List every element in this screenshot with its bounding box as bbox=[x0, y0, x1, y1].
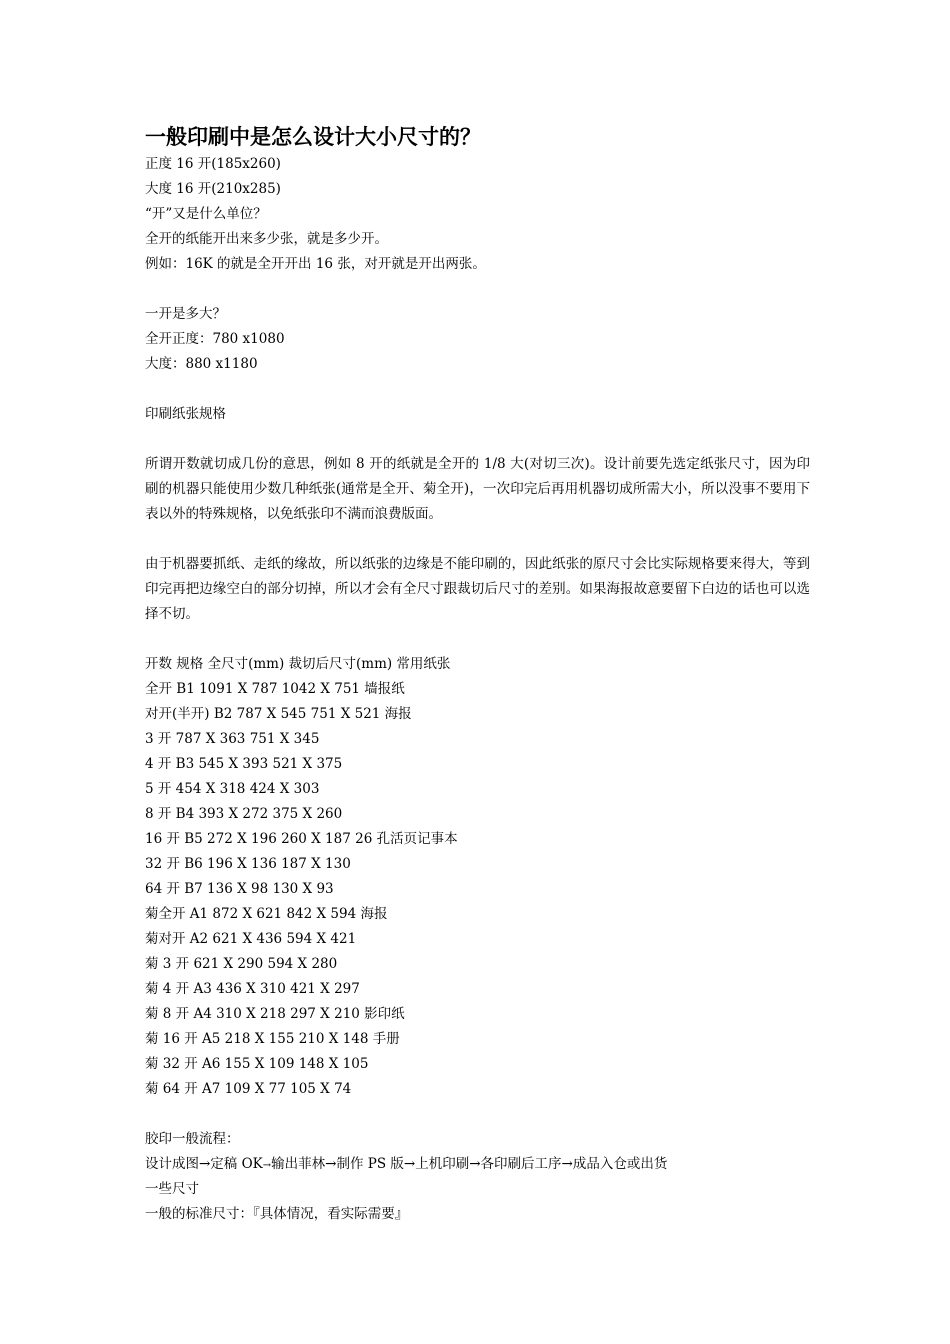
table-row: 菊 4 开 A3 436 X 310 421 X 297 bbox=[145, 981, 360, 997]
table-row: 32 开 B6 196 X 136 187 X 130 bbox=[145, 856, 351, 872]
intro-line: 大度 16 开(210x285) bbox=[145, 181, 281, 197]
paragraph: 所谓开数就切成几份的意思，例如 8 开的纸就是全开的 1/8 大(对切三次)。设计前要先选定纸张尺寸，因为印刷的机器只能使用少数几种纸张(通常是全开、菊全开)，一次印完后再用机器切成所需大小，所以没事不要用下表以外的特殊规格，以免纸张印不满而浪费版面。 bbox=[145, 456, 810, 522]
table-row: 菊 64 开 A7 109 X 77 105 X 74 bbox=[145, 1081, 352, 1097]
spacer bbox=[145, 277, 810, 302]
intro-line: “开”又是什么单位？ bbox=[145, 206, 267, 222]
document-page bbox=[145, 122, 810, 1227]
spacer bbox=[145, 527, 810, 552]
table-header: 开数 规格 全尺寸(mm) 裁切后尺寸(mm) 常用纸张 bbox=[145, 656, 451, 672]
table-row: 菊全开 A1 872 X 621 842 X 594 海报 bbox=[145, 906, 388, 922]
table-row: 全开 B1 1091 X 787 1042 X 751 墙报纸 bbox=[145, 681, 405, 697]
table-row: 菊 32 开 A6 155 X 109 148 X 105 bbox=[145, 1056, 369, 1072]
intro-line: 正度 16 开(185x260) bbox=[145, 156, 281, 172]
spacer bbox=[145, 627, 810, 652]
size-line: 一开是多大？ bbox=[145, 306, 226, 322]
spacer bbox=[145, 1102, 810, 1127]
arrow-right-icon: → bbox=[262, 1160, 272, 1171]
table-row: 菊 16 开 A5 218 X 155 210 X 148 手册 bbox=[145, 1031, 400, 1047]
process-flow-part: 输出菲林→制作 PS 版→上机印刷→各印刷后工序→成品入仓或出货 bbox=[271, 1156, 668, 1172]
table-row: 菊 3 开 621 X 290 594 X 280 bbox=[145, 956, 338, 972]
table-row: 16 开 B5 272 X 196 260 X 187 26 孔活页记事本 bbox=[145, 831, 458, 847]
table-row: 对开(半开) B2 787 X 545 751 X 521 海报 bbox=[145, 706, 412, 722]
table-row: 5 开 454 X 318 424 X 303 bbox=[145, 781, 320, 797]
spacer bbox=[145, 377, 810, 402]
table-row: 菊 8 开 A4 310 X 218 297 X 210 影印纸 bbox=[145, 1006, 405, 1022]
intro-line: 例如：16K 的就是全开开出 16 张，对开就是开出两张。 bbox=[145, 256, 486, 272]
spacer bbox=[145, 427, 810, 452]
table-row: 菊对开 A2 621 X 436 594 X 421 bbox=[145, 931, 357, 947]
size-line: 全开正度：780 x1080 bbox=[145, 331, 285, 347]
paragraph: 由于机器要抓纸、走纸的缘故，所以纸张的边缘是不能印刷的，因此纸张的原尺寸会比实际规格要来得大，等到印完再把边缘空白的部分切掉，所以才会有全尺寸跟裁切后尺寸的差别。如果海报故意要留下白边的话也可以选择不切。 bbox=[145, 556, 810, 622]
process-flow-part: 设计成图→定稿 OK bbox=[145, 1156, 263, 1172]
table-row: 64 开 B7 136 X 98 130 X 93 bbox=[145, 881, 334, 897]
footer-line: 一般的标准尺寸：『具体情况，看实际需要』 bbox=[145, 1206, 409, 1222]
table-row: 3 开 787 X 363 751 X 345 bbox=[145, 731, 320, 747]
document-title: 一般印刷中是怎么设计大小尺寸的？ bbox=[145, 124, 481, 149]
table-row: 8 开 B4 393 X 272 375 X 260 bbox=[145, 806, 343, 822]
table-row: 4 开 B3 545 X 393 521 X 375 bbox=[145, 756, 343, 772]
intro-line: 全开的纸能开出来多少张，就是多少开。 bbox=[145, 231, 388, 247]
process-flow bbox=[145, 1152, 810, 1177]
size-line: 大度：880 x1180 bbox=[145, 356, 258, 372]
section-heading: 印刷纸张规格 bbox=[145, 406, 226, 422]
process-heading: 胶印一般流程： bbox=[145, 1131, 240, 1147]
footer-line: 一些尺寸 bbox=[145, 1181, 199, 1197]
